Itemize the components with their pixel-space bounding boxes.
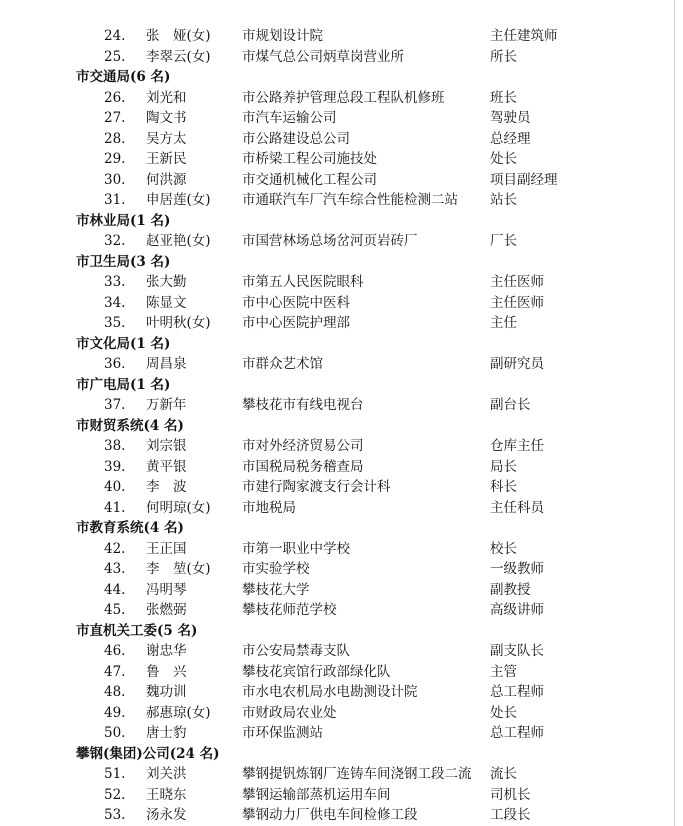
job-title: 司机长 (490, 786, 531, 803)
list-item (0, 293, 683, 313)
person-name: 张大勤 (146, 274, 187, 290)
entry-number: 37. (104, 397, 126, 413)
section-heading: 市广电局(1 名) (76, 376, 171, 393)
section-heading: 市卫生局(3 名) (76, 253, 171, 270)
entry-number: 25. (104, 48, 126, 65)
person-name: 谢忠华 (146, 643, 187, 659)
entry-number: 40. (104, 479, 126, 495)
entry-number: 47. (104, 663, 126, 680)
work-unit: 市通联汽车厂汽车综合性能检测二站 (242, 192, 458, 208)
entry-number: 43. (104, 561, 126, 577)
section-heading-row (0, 67, 683, 87)
entry-number: 26. (104, 89, 126, 106)
entry-number: 38. (104, 438, 126, 454)
person-name: 魏功训 (146, 684, 187, 700)
job-title: 副研究员 (490, 356, 544, 372)
entry-number: 33. (104, 274, 126, 290)
job-title: 总工程师 (490, 725, 544, 741)
work-unit: 市地税局 (242, 499, 296, 516)
section-heading: 攀钢(集团)公司(24 名) (76, 745, 220, 762)
entry-number: 48. (104, 684, 126, 700)
person-name: 刘光和 (146, 89, 187, 106)
entry-number: 27. (104, 110, 126, 126)
person-name: 鲁 兴 (146, 663, 187, 680)
work-unit: 市煤气总公司炳草岗营业所 (242, 48, 404, 65)
list-item (0, 47, 683, 67)
job-title: 主任医师 (490, 274, 544, 290)
job-title: 总经理 (490, 130, 531, 147)
entry-number: 35. (104, 315, 126, 331)
list-item (0, 313, 683, 333)
person-name: 张 娅(女) (146, 28, 211, 44)
list-item (0, 703, 683, 723)
person-name: 汤永发 (146, 807, 187, 823)
work-unit: 攀钢运输部蒸机运用车间 (242, 786, 391, 803)
work-unit: 市规划设计院 (242, 28, 323, 44)
work-unit: 市实验学校 (242, 561, 310, 577)
job-title: 所长 (490, 48, 517, 65)
person-name: 李翠云(女) (146, 48, 211, 65)
entry-number: 51. (104, 766, 126, 782)
person-name: 周昌泉 (146, 356, 187, 372)
list-item (0, 88, 683, 108)
entry-number: 28. (104, 130, 126, 147)
person-name: 何洪源 (146, 171, 187, 188)
list-item (0, 170, 683, 190)
work-unit: 市公安局禁毒支队 (242, 643, 350, 659)
list-item (0, 354, 683, 374)
entry-number: 46. (104, 643, 126, 659)
entry-number: 32. (104, 233, 126, 249)
section-heading: 市交通局(6 名) (76, 69, 171, 85)
list-item (0, 662, 683, 682)
work-unit: 攀钢提钒炼钢厂连铸车间浇钢工段二流 (242, 766, 472, 782)
section-heading: 市文化局(1 名) (76, 335, 171, 352)
entry-number: 24. (104, 28, 126, 44)
work-unit: 市群众艺术馆 (242, 356, 323, 372)
list-item (0, 457, 683, 477)
work-unit: 市中心医院中医科 (242, 294, 350, 311)
list-item (0, 231, 683, 251)
entry-number: 31. (104, 192, 126, 208)
list-item (0, 723, 683, 743)
job-title: 流长 (490, 766, 517, 782)
person-name: 叶明秋(女) (146, 315, 211, 331)
work-unit: 市对外经济贸易公司 (242, 438, 364, 454)
job-title: 总工程师 (490, 684, 544, 700)
entry-number: 52. (104, 786, 126, 803)
work-unit: 市国营林场总场岔河页岩砖厂 (242, 233, 418, 249)
job-title: 科长 (490, 479, 517, 495)
section-heading-row (0, 211, 683, 231)
section-heading-row (0, 416, 683, 436)
person-name: 唐士豹 (146, 725, 187, 741)
list-item (0, 805, 683, 825)
work-unit: 市国税局税务稽查局 (242, 458, 364, 475)
work-unit: 攀枝花大学 (242, 581, 310, 598)
person-name: 李 波 (146, 479, 187, 495)
section-heading: 市财贸系统(4 名) (76, 417, 184, 434)
work-unit: 攀枝花市有线电视台 (242, 397, 364, 413)
entry-number: 44. (104, 581, 126, 598)
entry-number: 45. (104, 602, 126, 618)
job-title: 校长 (490, 540, 517, 557)
job-title: 主任科员 (490, 499, 544, 516)
list-item (0, 682, 683, 702)
job-title: 局长 (490, 458, 517, 475)
section-heading-row (0, 518, 683, 538)
work-unit: 市中心医院护理部 (242, 315, 350, 331)
entry-number: 39. (104, 458, 126, 475)
list-item (0, 600, 683, 620)
work-unit: 攀枝花师范学校 (242, 602, 337, 618)
job-title: 主管 (490, 663, 517, 680)
entry-number: 53. (104, 807, 126, 823)
person-name: 万新年 (146, 397, 187, 413)
list-item (0, 108, 683, 128)
job-title: 项目副经理 (490, 171, 558, 188)
list-item (0, 580, 683, 600)
job-title: 工段长 (490, 807, 531, 823)
list-item (0, 641, 683, 661)
job-title: 主任医师 (490, 294, 544, 311)
person-name: 黄平银 (146, 458, 187, 475)
section-heading-row (0, 334, 683, 354)
job-title: 副支队长 (490, 643, 544, 659)
person-name: 何明琼(女) (146, 499, 211, 516)
work-unit: 市汽车运输公司 (242, 110, 337, 126)
person-name: 王新民 (146, 151, 187, 167)
list-item (0, 190, 683, 210)
work-unit: 市第一职业中学校 (242, 540, 350, 557)
person-name: 赵亚艳(女) (146, 233, 211, 249)
section-heading: 市直机关工委(5 名) (76, 622, 198, 639)
list-item (0, 539, 683, 559)
section-heading: 市教育系统(4 名) (76, 520, 184, 536)
list-item (0, 559, 683, 579)
section-heading-row (0, 621, 683, 641)
list-item (0, 149, 683, 169)
list-item (0, 272, 683, 292)
job-title: 一级教师 (490, 561, 544, 577)
work-unit: 市公路养护管理总段工程队机修班 (242, 89, 445, 106)
job-title: 副教授 (490, 581, 531, 598)
list-item (0, 129, 683, 149)
job-title: 高级讲师 (490, 602, 544, 618)
entry-number: 49. (104, 704, 126, 721)
person-name: 冯明琴 (146, 581, 187, 598)
work-unit: 市公路建设总公司 (242, 130, 350, 147)
person-name: 吴方太 (146, 130, 187, 147)
job-title: 站长 (490, 192, 517, 208)
job-title: 副台长 (490, 397, 531, 413)
work-unit: 市水电农机局水电勘测设计院 (242, 684, 418, 700)
job-title: 驾驶员 (490, 110, 531, 126)
work-unit: 市财政局农业处 (242, 704, 337, 721)
work-unit: 市交通机械化工程公司 (242, 171, 377, 188)
work-unit: 市环保监测站 (242, 725, 323, 741)
person-name: 陈显文 (146, 294, 187, 311)
job-title: 班长 (490, 89, 517, 106)
job-title: 主任建筑师 (490, 28, 558, 44)
person-name: 刘关洪 (146, 766, 187, 782)
section-heading-row (0, 252, 683, 272)
person-name: 王晓东 (146, 786, 187, 803)
list-item (0, 26, 683, 46)
work-unit: 市建行陶家渡支行会计科 (242, 479, 391, 495)
entry-number: 42. (104, 540, 126, 557)
entry-number: 29. (104, 151, 126, 167)
work-unit: 攀钢动力厂供电车间检修工段 (242, 807, 418, 823)
person-name: 张燃弼 (146, 602, 187, 618)
job-title: 处长 (490, 151, 517, 167)
section-heading-row (0, 744, 683, 764)
person-name: 李 堃(女) (146, 561, 211, 577)
work-unit: 攀枝花宾馆行政部绿化队 (242, 663, 391, 680)
person-name: 郝惠琼(女) (146, 704, 211, 721)
job-title: 厂长 (490, 233, 517, 249)
person-name: 王正国 (146, 540, 187, 557)
person-name: 刘宗银 (146, 438, 187, 454)
section-heading: 市林业局(1 名) (76, 212, 171, 229)
list-item (0, 436, 683, 456)
list-item (0, 785, 683, 805)
person-name: 陶文书 (146, 110, 187, 126)
section-heading-row (0, 375, 683, 395)
work-unit: 市桥梁工程公司施技处 (242, 151, 377, 167)
list-item (0, 764, 683, 784)
work-unit: 市第五人民医院眼科 (242, 274, 364, 290)
job-title: 处长 (490, 704, 517, 721)
job-title: 主任 (490, 315, 517, 331)
entry-number: 41. (104, 499, 126, 516)
job-title: 仓库主任 (490, 438, 544, 454)
list-item (0, 395, 683, 415)
entry-number: 50. (104, 725, 126, 741)
list-item (0, 498, 683, 518)
entry-number: 34. (104, 294, 126, 311)
entry-number: 36. (104, 356, 126, 372)
list-item (0, 477, 683, 497)
person-name: 申居莲(女) (146, 192, 211, 208)
entry-number: 30. (104, 171, 126, 188)
